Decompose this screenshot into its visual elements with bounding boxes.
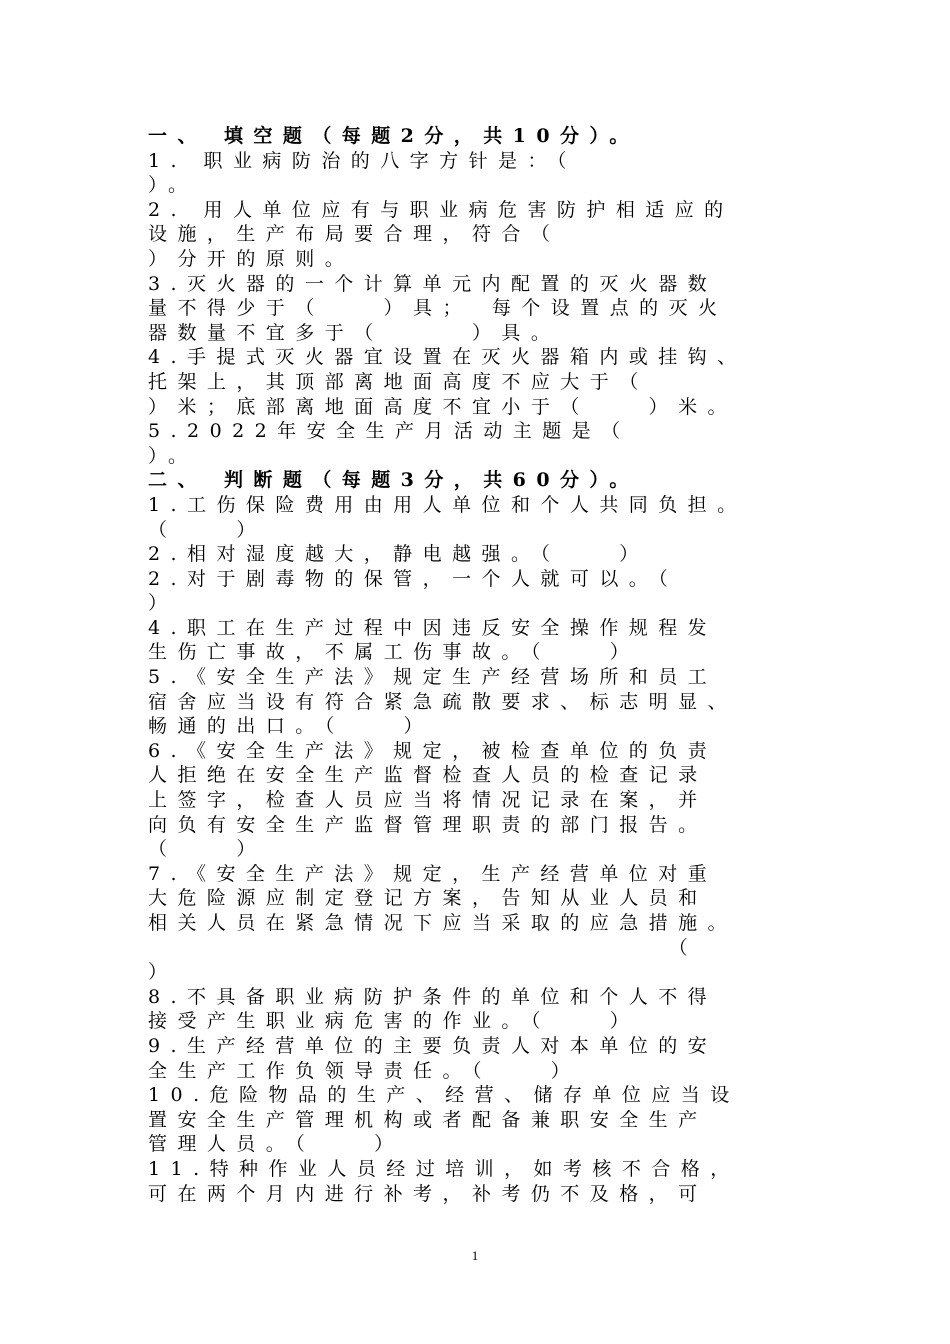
text-line: 向负有安全生产监督管理职责的部门报告。 <box>148 813 708 836</box>
document-body <box>148 124 828 1206</box>
text-line: 量不得少于（ ）具； 每个设置点的灭火 <box>148 297 728 320</box>
text-line: 4.职工在生产过程中因违反安全操作规程发 <box>148 616 718 639</box>
text-line: 大危险源应制定登记方案，告知从业人员和 <box>148 887 708 910</box>
text-line: 相关人员在紧急情况下应当采取的应急措施。 <box>148 912 738 934</box>
text-line: 3.灭火器的一个计算单元内配置的灭火器数 <box>148 272 718 295</box>
text-line: 6.《安全生产法》规定，被检查单位的负责 <box>148 739 718 762</box>
text-line: 1.工伤保险费用由用人单位和个人共同负担。 <box>148 493 747 516</box>
text-line: 上签字，检查人员应当将情况记录在案，并 <box>148 789 708 812</box>
text-line: 设施，生产布局要合理，符合（ <box>148 223 561 246</box>
text-line: 宿舍应当设有符合紧急疏散要求、标志明显、 <box>148 690 738 713</box>
text-line: ） <box>148 961 178 984</box>
text-line: 2.相对湿度越大，静电越强。（ ） <box>148 543 649 566</box>
text-line: 4.手提式灭火器宜设置在灭火器箱内或挂钩、 <box>148 346 747 369</box>
section-heading: 一、 填空题（每题2分，共10分）。 <box>148 125 639 147</box>
text-line: 全生产工作负领导责任。（ ） <box>148 1059 581 1082</box>
page-number: 1 <box>471 1248 479 1263</box>
text-line: ）。 <box>148 174 198 197</box>
text-line: 托架上，其顶部离地面高度不应大于（ <box>148 370 649 393</box>
text-line: 9.生产经营单位的主要负责人对本单位的安 <box>148 1034 718 1057</box>
text-line: 11.特种作业人员经过培训，如考核不合格， <box>148 1157 740 1180</box>
text-line: 畅通的出口。（ ） <box>148 715 434 738</box>
text-line: 生伤亡事故，不属工伤事故。（ ） <box>148 641 640 664</box>
text-line: （ ） <box>148 518 266 541</box>
text-line: ） <box>148 592 178 615</box>
text-line: 8.不具备职业病防护条件的单位和个人不得 <box>148 985 718 1008</box>
section-heading: 二、 判断题（每题3分，共60分）。 <box>148 469 639 492</box>
text-line: ）分开的原则。 <box>148 247 355 270</box>
text-line: 器数量不宜多于（ ）具。 <box>148 321 561 344</box>
text-line: 2. 用人单位应有与职业病危害防护相适应的 <box>148 198 734 221</box>
text-line: 接受产生职业病危害的作业。（ ） <box>148 1010 640 1033</box>
text-line: 7.《安全生产法》规定，生产经营单位对重 <box>148 862 718 885</box>
text-line: 10.危险物品的生产、经营、储存单位应当设 <box>148 1084 740 1107</box>
text-line: ）米；底部离地面高度不宜小于（ ）米。 <box>148 395 738 418</box>
text-line: 管理人员。（ ） <box>148 1133 404 1156</box>
text-line: 人拒绝在安全生产监督检查人员的检查记录 <box>148 764 708 787</box>
text-line: 可在两个月内进行补考，补考仍不及格，可 <box>148 1182 708 1205</box>
text-line: （ ） <box>148 838 266 861</box>
text-line: 5.《安全生产法》规定生产经营场所和员工 <box>148 666 718 689</box>
text-line: ）。 <box>148 444 198 467</box>
text-line: 置安全生产管理机构或者配备兼职安全生产 <box>148 1108 708 1131</box>
text-line: 1. 职业病防治的八字方针是：（ <box>148 149 577 172</box>
text-line: （ <box>148 936 699 959</box>
text-line: 2.对于剧毒物的保管，一个人就可以。（ <box>148 567 679 590</box>
text-line: 5.2022年安全生产月活动主题是（ <box>148 420 631 443</box>
